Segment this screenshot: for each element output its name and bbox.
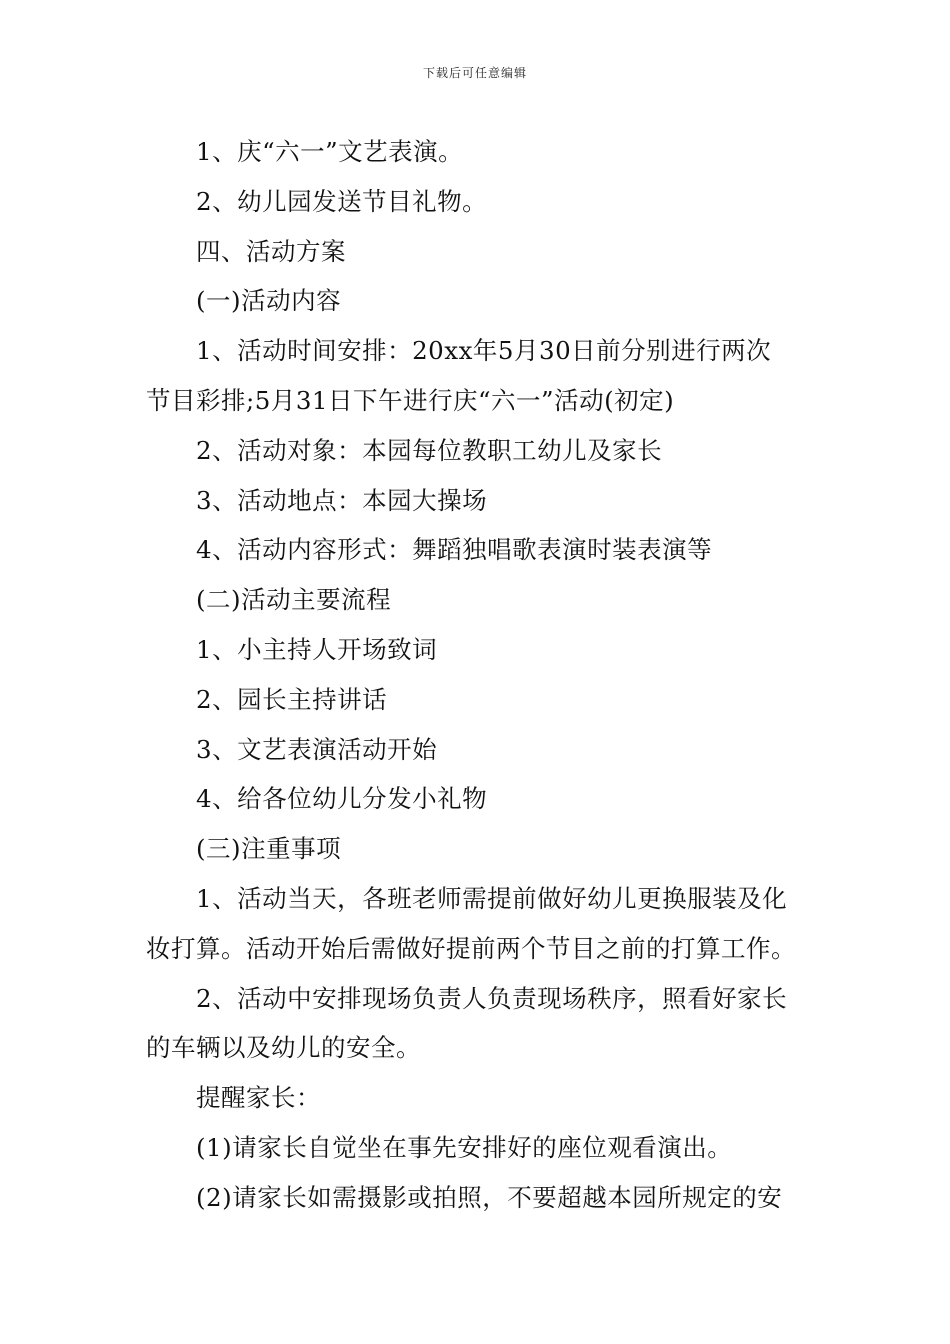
subsection-heading-process: (二)活动主要流程 [196,585,392,615]
list-item-host-opening: 1、小主持人开场致词 [196,634,438,664]
list-item-format: 4、活动内容形式：舞蹈独唱歌表演时装表演等 [196,535,713,565]
subsection-heading-notes: (三)注重事项 [196,834,342,864]
paragraph-teacher-prep-line1: 1、活动当天，各班老师需提前做好幼儿更换服装及化 [196,883,788,913]
header-note: 下载后可任意编辑 [422,66,527,80]
section-heading-plan: 四、活动方案 [196,236,346,266]
list-item-location: 3、活动地点：本园大操场 [196,485,488,515]
paragraph-schedule-line1: 1、活动时间安排：20xx年5月30日前分别进行两次 [196,336,772,366]
list-item-principal-speech: 2、园长主持讲话 [196,684,388,714]
list-item-audience: 2、活动对象：本园每位教职工幼儿及家长 [196,435,663,465]
paragraph-order-safety-line2: 的车辆以及幼儿的安全。 [146,1033,421,1063]
reminder-item-photography: (2)请家长如需摄影或拍照，不要超越本园所规定的安 [196,1182,783,1212]
subsection-heading-content: (一)活动内容 [196,286,342,316]
document-body [146,127,810,1223]
paragraph-teacher-prep-line2: 妆打算。活动开始后需做好提前两个节目之前的打算工作。 [146,933,796,963]
list-item-celebration-performance: 1、庆“六一”文艺表演。 [196,137,464,166]
list-item-gifts: 2、幼儿园发送节目礼物。 [196,186,488,216]
paragraph-order-safety-line1: 2、活动中安排现场负责人负责现场秩序，照看好家长 [196,983,788,1013]
reminder-item-seating: (1)请家长自觉坐在事先安排好的座位观看演出。 [196,1132,733,1162]
paragraph-schedule-line2: 节目彩排;5月31日下午进行庆“六一”活动(初定) [146,385,675,415]
list-item-gift-distribution: 4、给各位幼儿分发小礼物 [196,784,488,814]
parent-reminder-heading: 提醒家长： [196,1083,321,1113]
list-item-performance-start: 3、文艺表演活动开始 [196,734,438,764]
